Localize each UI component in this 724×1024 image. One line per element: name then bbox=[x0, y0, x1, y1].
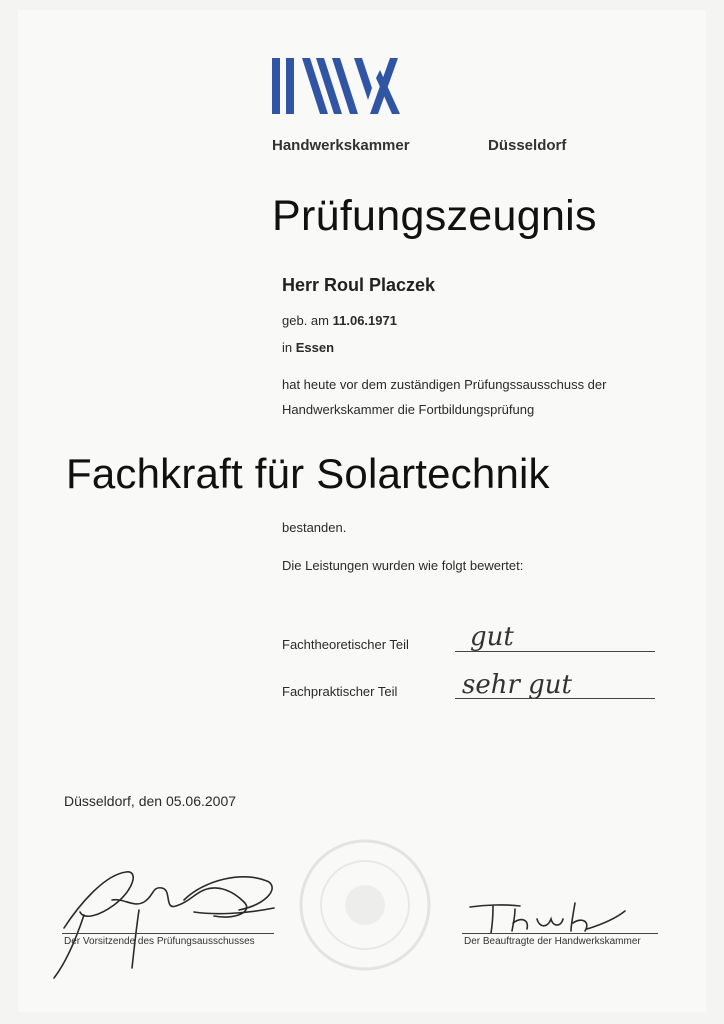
grade-label-practice: Fachpraktischer Teil bbox=[282, 684, 398, 699]
signature-caption-left: Der Vorsitzende des Prüfungsausschusses bbox=[64, 936, 255, 947]
qualification-title: Fachkraft für Solartechnik bbox=[66, 450, 550, 497]
recipient-name: Herr Roul Placzek bbox=[282, 275, 436, 295]
signature-line-left bbox=[62, 933, 274, 934]
place-and-date: Düsseldorf, den 05.06.2007 bbox=[64, 793, 237, 809]
passed-text: bestanden. bbox=[282, 520, 347, 535]
birth-date-line bbox=[282, 313, 397, 328]
birth-date: 11.06.1971 bbox=[332, 313, 397, 328]
birth-place: Essen bbox=[295, 340, 335, 355]
hwk-logo bbox=[272, 58, 402, 116]
document-title: Prüfungszeugnis bbox=[272, 192, 597, 240]
signature-line-right bbox=[462, 933, 658, 934]
birth-place-line bbox=[282, 340, 334, 355]
grade-label-theory: Fachtheoretischer Teil bbox=[282, 637, 409, 652]
birth-place-prefix: in bbox=[282, 340, 293, 355]
grade-value-theory: gut bbox=[470, 622, 514, 652]
signature-caption-right: Der Beauftragte der Handwerkskammer bbox=[464, 936, 641, 947]
grade-line-practice bbox=[455, 698, 655, 699]
statement-line-1: hat heute vor dem zuständigen Prüfungssausschuss der bbox=[282, 377, 607, 392]
grade-value-practice: sehr gut bbox=[462, 670, 573, 700]
birth-prefix: geb. am bbox=[282, 313, 329, 328]
organization-name: Handwerkskammer bbox=[272, 137, 410, 154]
organization-city: Düsseldorf bbox=[488, 137, 567, 154]
assessment-intro: Die Leistungen wurden wie folgt bewertet: bbox=[282, 558, 524, 573]
grade-line-theory bbox=[455, 651, 655, 652]
seal-stamp bbox=[290, 835, 440, 975]
signature-left bbox=[44, 850, 294, 980]
statement-line-2: Handwerkskammer die Fortbildungsprüfung bbox=[282, 402, 535, 417]
